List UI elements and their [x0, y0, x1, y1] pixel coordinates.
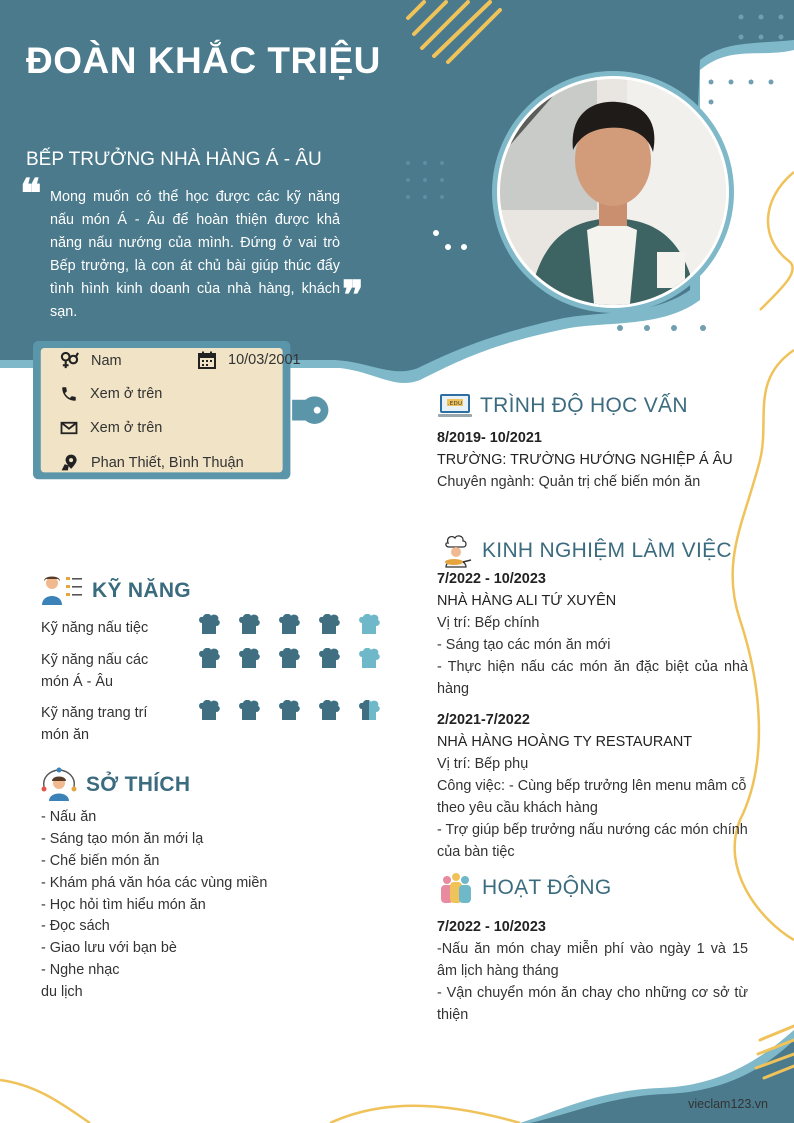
chef-hat-rating-icon	[357, 700, 381, 722]
birthday-value: 10/03/2001	[228, 352, 301, 368]
job-duty: - Sáng tạo các món ăn mới	[437, 637, 611, 653]
hobby-item: du lịch	[41, 984, 83, 1000]
hobby-item: - Nghe nhạc	[41, 962, 120, 978]
hobby-item: - Nấu ăn	[41, 809, 97, 825]
address-value: Phan Thiết, Bình Thuận	[91, 454, 244, 471]
chef-icon	[438, 533, 474, 569]
job-duty: - Trợ giúp bếp trưởng nấu nướng các món chính của bàn tiệc	[437, 822, 748, 860]
skills-title: KỸ NĂNG	[92, 579, 191, 602]
job-position: Vị trí: Bếp chính	[437, 615, 540, 631]
candidate-name: ĐOÀN KHẮC TRIỆU	[26, 40, 381, 81]
phone-icon	[60, 385, 78, 403]
hobby-item: - Học hỏi tìm hiểu món ăn	[41, 897, 206, 913]
skill-rating-3	[197, 700, 381, 722]
chef-hat-rating-icon	[197, 648, 221, 670]
email-row	[60, 419, 162, 437]
job-company: NHÀ HÀNG HOÀNG TY RESTAURANT	[437, 734, 693, 750]
activity-period: 7/2022 - 10/2023	[437, 919, 546, 935]
email-value: Xem ở trên	[90, 420, 163, 436]
education-icon	[438, 392, 472, 420]
skills-heading	[40, 573, 191, 609]
chef-hat-rating-icon	[237, 700, 261, 722]
birthday-row	[198, 351, 301, 369]
email-icon	[60, 419, 78, 437]
chef-hat-rating-icon	[197, 614, 221, 636]
gender-value: Nam	[91, 352, 122, 369]
activity-item: - Vận chuyển món ăn chay cho những cơ sở từ thiện	[437, 985, 748, 1023]
gender-row	[60, 351, 122, 370]
hobbies-icon	[40, 767, 78, 803]
footer-site: vieclam123.vn	[688, 1097, 768, 1111]
chef-hat-rating-icon	[277, 700, 301, 722]
education-period: 8/2019- 10/2021	[437, 430, 542, 446]
profile-photo	[477, 70, 749, 314]
activities-title: HOẠT ĐỘNG	[482, 876, 612, 899]
job-period: 7/2022 - 10/2023	[437, 571, 546, 587]
job-title: BẾP TRƯỞNG NHÀ HÀNG Á - ÂU	[26, 149, 322, 170]
chef-hat-rating-icon	[317, 700, 341, 722]
chef-hat-rating-icon	[237, 614, 261, 636]
quote-close-icon: ❞	[342, 272, 364, 319]
activities-heading	[438, 871, 612, 905]
job-duty: Công việc: - Cùng bếp trưởng lên menu mâm cỗ theo yêu cầu khách hàng	[437, 778, 747, 816]
activities-icon	[438, 871, 474, 905]
hobbies-title: SỞ THÍCH	[86, 773, 191, 796]
chef-hat-rating-icon	[317, 614, 341, 636]
svg-text:.EDU: .EDU	[447, 401, 463, 407]
skill-rating-1	[197, 614, 381, 636]
education-title: TRÌNH ĐỘ HỌC VẤN	[480, 394, 688, 417]
chef-hat-rating-icon	[277, 648, 301, 670]
hobby-item: - Giao lưu với bạn bè	[41, 940, 177, 956]
quote-open-icon: ❝	[20, 170, 42, 217]
education-school: TRƯỜNG: TRƯỜNG HƯỚNG NGHIỆP Á ÂU	[437, 452, 733, 468]
location-icon	[60, 453, 79, 472]
skill-label-1: Kỹ năng nấu tiệc	[41, 620, 149, 636]
hobby-item: - Khám phá văn hóa các vùng miền	[41, 875, 268, 891]
job-duty: - Thực hiện nấu các món ăn đặc biệt của nhà hàng	[437, 659, 748, 697]
job-period: 2/2021-7/2022	[437, 712, 530, 728]
job-company: NHÀ HÀNG ALI TỨ XUYÊN	[437, 593, 617, 609]
education-major: Chuyên ngành: Quản trị chế biến món ăn	[437, 474, 701, 490]
skill-label-2: Kỹ năng nấu các món Á - Âu	[41, 652, 149, 690]
chef-hat-rating-icon	[357, 614, 381, 636]
hobby-item: - Chế biến món ăn	[41, 853, 160, 869]
phone-row	[60, 385, 162, 403]
education-heading	[438, 392, 688, 420]
job-position: Vị trí: Bếp phụ	[437, 756, 529, 772]
chef-hat-rating-icon	[277, 614, 301, 636]
hobbies-heading	[40, 767, 190, 803]
phone-value: Xem ở trên	[90, 386, 163, 402]
chef-hat-rating-icon	[357, 648, 381, 670]
skill-label-3: Kỹ năng trang trí món ăn	[41, 705, 148, 743]
experience-heading	[438, 533, 732, 569]
gender-icon	[60, 351, 79, 370]
calendar-icon	[198, 351, 216, 369]
skills-icon	[40, 573, 84, 609]
activity-item: -Nấu ăn món chay miễn phí vào ngày 1 và 15 âm lịch hàng tháng	[437, 941, 748, 979]
chef-hat-rating-icon	[237, 648, 261, 670]
career-objective: Mong muốn có thể học được các kỹ năng nấu món Á - Âu để hoàn thiện được khả năng nấu nướng của mình. Đứng ở vai trò Bếp trưởng, là con át chủ bài giúp thúc đẩy tình hình kinh doanh của nhà hàng, khách sạn.	[50, 189, 340, 320]
hobby-item: - Sáng tạo món ăn mới lạ	[41, 831, 204, 847]
address-row	[60, 453, 244, 472]
hobby-item: - Đọc sách	[41, 918, 110, 934]
chef-hat-rating-icon	[197, 700, 221, 722]
chef-hat-rating-icon	[317, 648, 341, 670]
skill-rating-2	[197, 648, 381, 670]
experience-title: KINH NGHIỆM LÀM VIỆC	[482, 539, 732, 562]
